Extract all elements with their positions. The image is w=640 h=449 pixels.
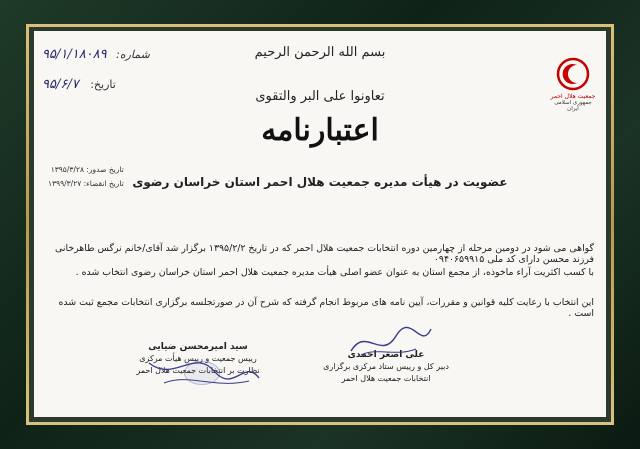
quran-verse: تعاونوا علی البر والتقوی	[255, 89, 385, 104]
signature-left-role-2: نظارت بر انتخابات جمعیت هلال احمر	[136, 366, 260, 375]
signature-left-name: سید امیرمحسن ضیایی	[148, 342, 248, 352]
date-value: ۹۵/۶/۷	[42, 77, 79, 92]
body-line-3: این انتخاب با رعایت کلیه قوانین و مقررات، آیین نامه های مربوط انجام گرفته که شرح آن در صورتجلسه برگزاری انتخابات مجمع ثبت شده است .	[58, 297, 594, 319]
issue-date: تاریخ صدور: ۱۳۹۵/۳/۲۸	[50, 165, 124, 174]
signature-left-role-1: رییس جمعیت و رییس هیأت مرکزی	[139, 354, 257, 363]
red-crescent-icon	[556, 57, 590, 91]
certificate-paper	[34, 31, 606, 417]
certificate-subtitle: عضویت در هیأت مدیره جمعیت هلال احمر استان خراسان رضوی	[132, 175, 508, 189]
body-line-2: با کسب اکثریت آراء ماخوذه، از مجمع استان به عنوان عضو اصلی هیأت مدیره جمعیت هلال احمر استان خراسان رضوی انتخاب شده .	[75, 267, 594, 278]
date-label: تاریخ:	[90, 78, 116, 91]
number-label: شماره:	[116, 48, 150, 61]
bismillah: بسم الله الرحمن الرحیم	[254, 45, 386, 60]
signature-scribble-right	[346, 321, 436, 361]
expiry-date: تاریخ انقضاء: ۱۳۹۹/۳/۲۷	[48, 179, 124, 188]
certificate-title: اعتبارنامه	[261, 113, 379, 148]
signature-right-name: علی اصغر احمدی	[347, 350, 425, 360]
signature-right-role-2: انتخابات جمعیت هلال احمر	[341, 374, 431, 383]
issue-meta	[48, 163, 124, 191]
number-value: ۹۵/۱/۱۸۰۸۹	[42, 47, 107, 62]
official-stamp	[184, 361, 220, 385]
logo-line-2: جمهوری اسلامی ایران	[554, 100, 592, 112]
signature-right-role-1: دبیر کل و رییس ستاد مرکزی برگزاری	[323, 362, 449, 371]
logo-line-1: جمعیت هلال احمر	[550, 93, 596, 100]
body-line-1: گواهی می شود در دومین مرحله از چهارمین دوره انتخابات جمعیت هلال احمر که در تاریخ ۱۳۹۵/۲/۲ برگزار شد آقای/خانم نرگس طاهرخانی فرزند محسن دارای کد ملی ۰۹۴۰۶۵۹۹۱۵	[55, 243, 594, 265]
